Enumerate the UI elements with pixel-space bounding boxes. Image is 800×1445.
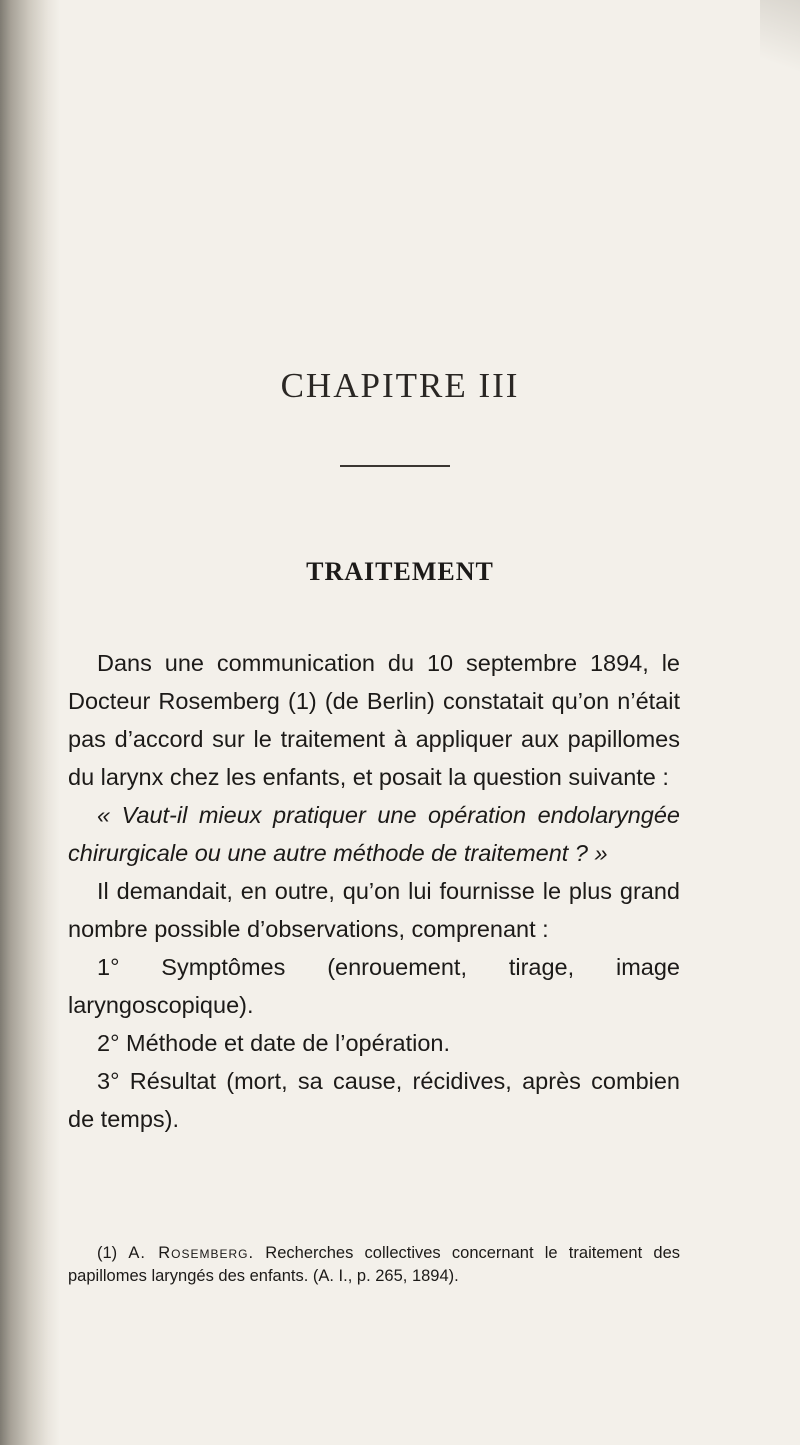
- page-corner-shading: [760, 0, 800, 90]
- title-rule: [340, 465, 450, 467]
- footnote-body: Recherches collectives concernant le traitement des papillomes laryngés des enfants. (A. I., p. 265, 1894).: [68, 1244, 680, 1285]
- section-title: TRAITEMENT: [306, 557, 494, 586]
- footnote-text: [68, 1242, 680, 1288]
- list-item-method: 2° Méthode et date de l’opération.: [97, 1030, 451, 1056]
- body-text: [68, 644, 680, 1138]
- footnote-author: A. Rosemberg.: [128, 1244, 255, 1262]
- chapter-title: CHAPITRE III: [280, 366, 520, 405]
- footnote-marker: (1): [97, 1244, 118, 1262]
- binding-shadow: [0, 0, 60, 1445]
- list-item-symptoms: 1° Symptômes (enrouement, tirage, image laryngoscopique).: [68, 954, 680, 1018]
- footnote: [68, 1242, 680, 1288]
- paragraph-request: Il demandait, en outre, qu’on lui fournisse le plus grand nombre possible d’observations, comprenant :: [68, 878, 680, 942]
- list-item-result: 3° Résultat (mort, sa cause, récidives, après combien de temps).: [68, 1068, 680, 1132]
- paragraph-question: « Vaut-il mieux pratiquer une opération endolaryngée chirurgicale ou une autre méthode de traitement ? »: [68, 802, 680, 866]
- paragraph-intro: Dans une communication du 10 septembre 1894, le Docteur Rosemberg (1) (de Berlin) constatait qu’on n’était pas d’accord sur le traitement à appliquer aux papillomes du larynx chez les enfants, et posait la question suivante :: [68, 650, 680, 790]
